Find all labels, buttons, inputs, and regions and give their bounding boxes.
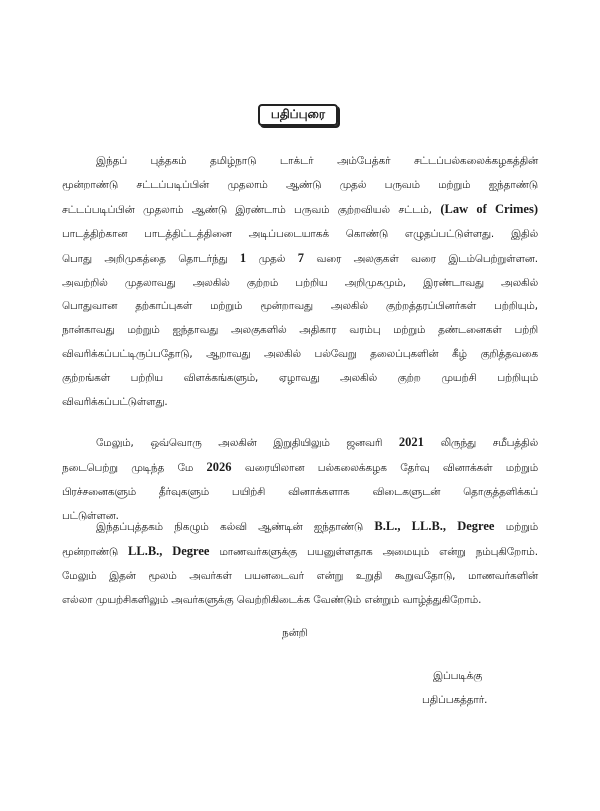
text-line: இந்தப் புத்தகம் தமிழ்நாடு டாக்டர் அம்பேத்கர் சட்டப்பல்கலைக்கழகத்தின்: [96, 155, 538, 167]
text-segment: மற்றும்: [494, 521, 538, 533]
number: 7: [297, 250, 304, 265]
thanks-text: நன்றி: [282, 627, 308, 639]
text-segment: இந்தப்புத்தகம் நிகழும் கல்வி ஆண்டின் ஐந்தாண்டு: [96, 521, 375, 533]
text-line: விவரிக்கப்பட்டிருப்பதோடு, ஆறாவது அலகில் பல்வேறு தலைப்புகளின் கீழ் குறித்தவகை: [62, 348, 538, 361]
text-line: குற்றங்கள் பற்றிய விளக்கங்களும், ஏழாவது அலகில் குற்ற முயற்சி பற்றியும்: [62, 372, 538, 385]
preface-paragraph-2: [62, 431, 538, 529]
text-segment: வரையிலான பல்கலைக்கழக தேர்வு வினாக்கள் மற்றும்: [231, 461, 538, 474]
english-term: B.L., LL.B., Degree: [374, 519, 495, 533]
text-segment: முதல்: [246, 252, 298, 265]
text-line: [62, 515, 538, 540]
signature-salutation: இப்படிக்கு: [433, 670, 483, 682]
text-line: விவரிக்கப்பட்டுள்ளது.: [62, 396, 168, 409]
text-segment: நடைபெற்று முடிந்த மே: [62, 461, 207, 474]
text-line: [62, 198, 538, 223]
text-segment: மேலும், ஒவ்வொரு அலகின் இறுதியிலும் ஜனவரி: [96, 437, 399, 449]
number: 2026: [206, 459, 232, 474]
preface-title: பதிப்புரை: [258, 104, 338, 126]
text-line: நான்காவது மற்றும் ஐந்தாவது அலகுகளில் அதிகார வரம்பு மற்றும் தண்டனைகள் பற்றி: [62, 324, 538, 337]
text-line: [62, 540, 538, 565]
text-segment: பொது அறிமுகத்தை தொடர்ந்து: [62, 252, 240, 265]
english-term: LL.B., Degree: [128, 543, 210, 558]
text-line: [62, 431, 538, 456]
text-line: பொதுவான தற்காப்புகள் மற்றும் மூன்றாவது அலகில் குற்றத்தரப்பினர்கள் பற்றியும்,: [62, 300, 538, 313]
text-segment: லிருந்து சமீபத்தில்: [423, 437, 538, 449]
text-line: பட்டுள்ளன.: [62, 509, 119, 522]
text-segment: மாணவர்களுக்கு பயனுள்ளதாக அமையும் என்று நம்புகிறோம்.: [209, 545, 538, 558]
text-line: பாடத்திற்கான பாடத்திட்டத்தினை அடிப்படையாகக் கொண்டு எழுதப்பட்டுள்ளது. இதில்: [62, 227, 538, 240]
text-line: மேலும் இதன் மூலம் அவர்கள் பயனடைவர் என்று உறுதி கூறுவதோடு, மாணவர்களின்: [62, 569, 538, 582]
preface-paragraph-1: [62, 150, 538, 415]
english-term: (Law of Crimes): [440, 201, 538, 216]
number: 2021: [398, 435, 424, 449]
text-line: மூன்றாண்டு சட்டப்படிப்பின் முதலாம் ஆண்டு முதல் பருவம் மற்றும் ஐந்தாண்டு: [62, 178, 538, 191]
text-line: பிரச்சனைகளும் தீர்வுகளும் பயிற்சி வினாக்களாக விடைகளுடன் தொகுத்தளிக்கப்: [62, 485, 538, 498]
text-line: அவற்றில் முதலாவது அலகில் குற்றம் பற்றிய அறிமுகமும், இரண்டாவது அலகில்: [62, 276, 538, 289]
text-segment: சட்டப்படிப்பின் முதலாம் ஆண்டு இரண்டாம் பருவம் குற்றவியல் சட்டம்,: [62, 203, 441, 216]
preface-paragraph-3: [62, 515, 538, 613]
text-segment: வரை அலகுகள் வரை இடம்பெற்றுள்ளன.: [303, 252, 539, 265]
text-segment: மூன்றாண்டு: [62, 545, 129, 558]
text-line: [62, 456, 538, 481]
number: 1: [239, 250, 247, 265]
text-line: எல்லா முயற்சிகளிலும் அவர்களுக்கு வெற்றிகிடைக்க வேண்டும் என்றும் வாழ்த்துகிறோம்.: [62, 593, 482, 606]
text-line: [62, 247, 538, 272]
signature-publisher: பதிப்பகத்தார்.: [422, 694, 488, 706]
